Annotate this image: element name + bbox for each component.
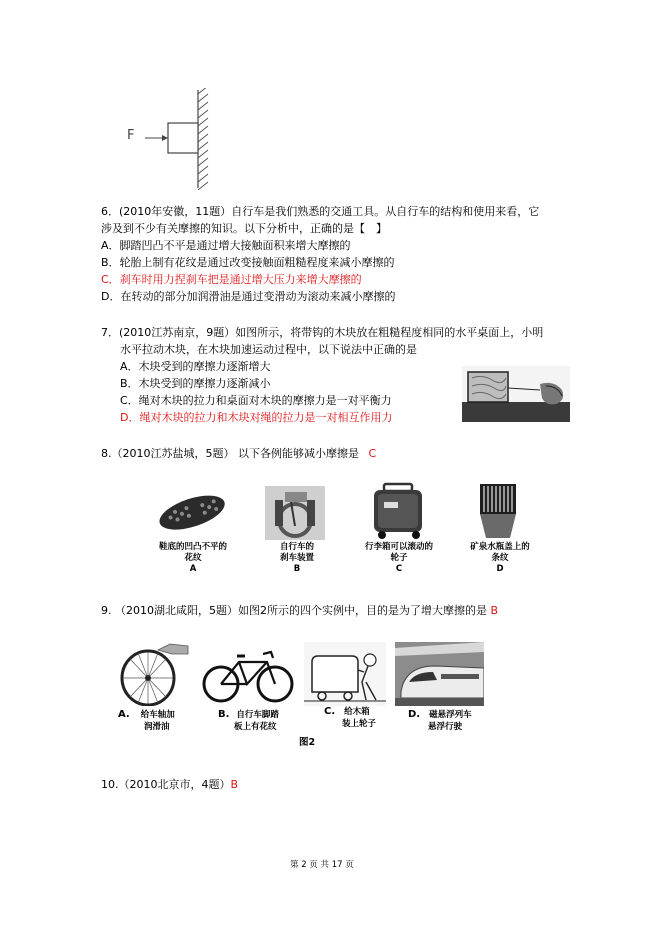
q9-caption-a: [118, 709, 175, 733]
q8-caption-d-line2: 条纹: [491, 553, 509, 563]
q6-stem-line1: 6．(2010年安徽，11题）自行车是我们熟悉的交通工具。从自行车的结构和使用来看，它: [101, 205, 540, 218]
bicycle-image: [201, 642, 295, 706]
q6-option-b: B．轮胎上制有花纹是通过改变接触面粗糙程度来减小摩擦的: [101, 256, 395, 269]
q9-caption-b-line1: 自行车脚踏: [236, 710, 279, 720]
page-footer: 第 2 页 共 17 页: [290, 860, 354, 870]
q9-caption-d-line1: 磁悬浮列车: [429, 710, 472, 720]
q8-caption-c: [349, 542, 449, 575]
q7-stem-line1: 7．(2010江苏南京，9题）如图所示，将带钩的木块放在粗糙程度相同的水平桌面上，小明: [101, 326, 544, 339]
q9-stem-text: 9. （2010湖北咸阳，5题）如图2所示的四个实例中，目的是为了增大摩擦的是: [101, 604, 487, 617]
q8-caption-b-letter: B: [293, 564, 301, 574]
q8-caption-c-line2: 轮子: [390, 553, 408, 563]
bottle-cap-image: [476, 484, 520, 538]
shoe-sole-image: [156, 486, 232, 538]
q9-stem: [101, 604, 498, 618]
q6-option-a: A．脚踏凹凸不平是通过增大接触面积来增大摩擦的: [101, 239, 351, 252]
q8-answer: C: [368, 447, 377, 460]
q8-caption-b-line2: 刹车装置: [279, 553, 314, 563]
maglev-train-image: [395, 642, 484, 706]
q9-caption-b-letter: B.: [218, 709, 230, 720]
q6-option-c: C．刹车时用力捏刹车把是通过增大压力来增大摩擦的: [101, 273, 362, 286]
q7-option-b: B．木块受到的摩擦力逐渐减小: [120, 377, 271, 390]
q6-option-d: D．在转动的部分加润滑油是通过变滑动为滚动来减小摩擦的: [101, 290, 396, 303]
q9-answer: B: [490, 604, 499, 617]
q8-caption-a-letter: A: [189, 564, 197, 574]
q6-stem-line2: 涉及到不少有关摩擦的知识。以下分析中，正确的是【 】: [101, 222, 387, 235]
block-pull-photo: [462, 366, 570, 422]
q9-caption-c-line2: 装上轮子: [342, 719, 377, 729]
q9-caption-d-letter: D.: [408, 709, 421, 720]
q9-caption-d-line2: 悬浮行驶: [428, 722, 463, 732]
wooden-box-wheels-image: [304, 642, 386, 706]
q7-option-d: D．绳对木块的拉力和木块对绳的拉力是一对相互作用力: [120, 411, 393, 424]
force-label: F: [127, 128, 135, 143]
q7-stem-line2: 水平拉动木块，在木块加速运动过程中，以下说法中正确的是: [120, 343, 417, 356]
q10-answer: B: [230, 778, 239, 791]
q7-option-a: A．木块受到的摩擦力逐渐增大: [120, 360, 271, 373]
q8-stem: [101, 447, 376, 461]
q9-caption-d: [408, 709, 472, 733]
q8-caption-b-line1: 自行车的: [279, 542, 314, 552]
luggage-image: [370, 482, 428, 540]
q8-caption-a-line1: 鞋底的凹凸不平的: [158, 542, 227, 552]
q7-option-c: C．绳对木块的拉力和桌面对木块的摩擦力是一对平衡力: [120, 394, 392, 407]
q9-figure-label: 图2: [299, 737, 316, 748]
q9-caption-c: [324, 706, 376, 730]
q8-stem-text: 8.（2010江苏盐城，5题） 以下各例能够减小摩擦是: [101, 447, 359, 460]
q9-caption-a-letter: A.: [118, 709, 130, 720]
q8-caption-a-line2: 花纹: [184, 553, 202, 563]
q8-caption-d-line1: 矿泉水瓶盖上的: [470, 542, 530, 552]
q8-caption-a: [143, 542, 243, 575]
q9-caption-a-line2: 润滑油: [144, 722, 170, 732]
force-diagram: [125, 88, 215, 190]
q8-caption-b: [247, 542, 347, 575]
q10-stem-text: 10.（2010北京市，4题）: [101, 778, 231, 791]
q9-caption-c-letter: C.: [324, 706, 336, 717]
q9-caption-c-line1: 给木箱: [344, 707, 370, 717]
q9-caption-b: [218, 709, 279, 733]
q9-caption-a-line1: 给车轴加: [140, 710, 175, 720]
q8-caption-d-letter: D: [496, 564, 504, 574]
q8-caption-c-letter: C: [395, 564, 403, 574]
q8-caption-d: [450, 542, 550, 575]
q10-stem: [101, 778, 238, 792]
bike-brake-image: [265, 486, 325, 540]
wheel-oil-image: [108, 642, 192, 706]
q8-caption-c-line1: 行李箱可以滚动的: [364, 542, 433, 552]
q9-caption-b-line2: 板上有花纹: [234, 722, 277, 732]
